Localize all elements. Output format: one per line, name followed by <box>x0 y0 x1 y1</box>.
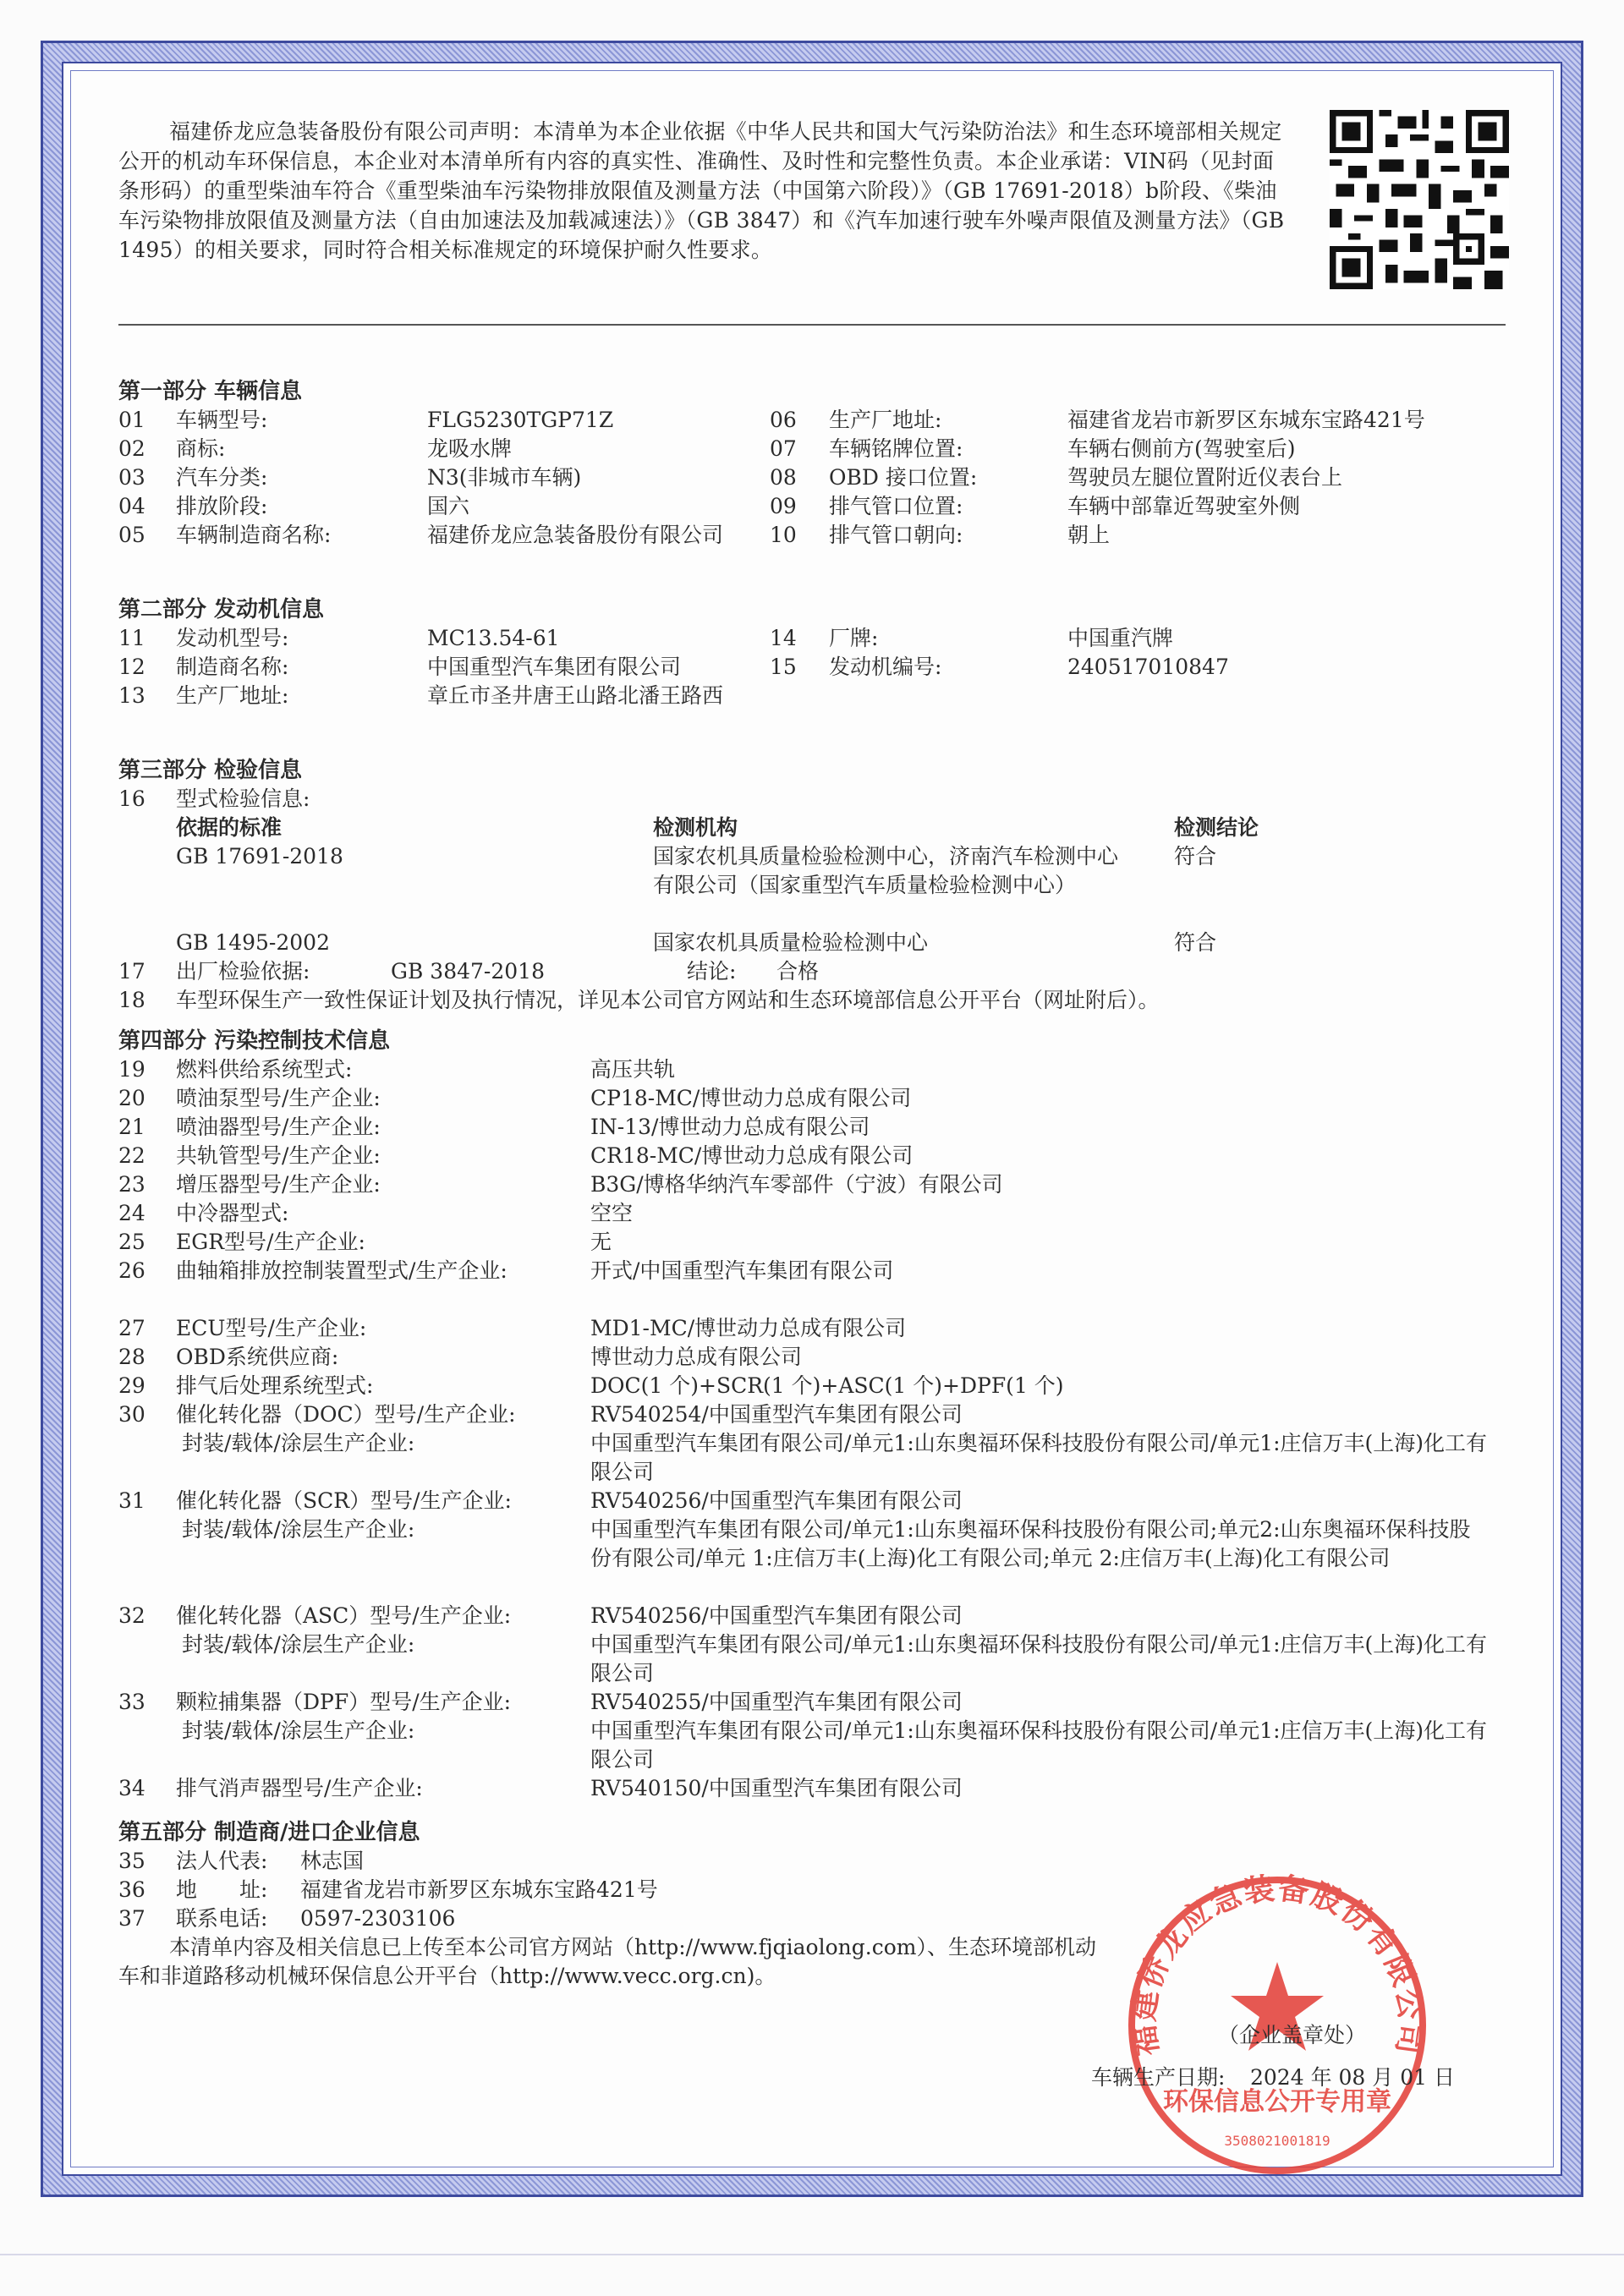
disclosure-note: 本清单内容及相关信息已上传至本公司官方网站（http://www.fjqiaolong.com）、生态环境部机动车和非道路移动机械环保信息公开平台（http://www.vecc.org.cn)。 <box>118 1935 1096 1988</box>
engine-number-value: 240517010847 <box>1067 655 1229 679</box>
seal-note: （企业盖章处） <box>1218 2023 1367 2047</box>
vehicle-model-value: FLG5230TGP71Z <box>427 408 614 432</box>
part1-title: 第一部分 车辆信息 <box>118 379 303 404</box>
production-date-value: 2024 年 08 月 01 日 <box>1250 2065 1455 2090</box>
table-row: GB 17691-2018 <box>176 844 343 869</box>
table-row: GB 1495-2002 <box>176 930 330 955</box>
divider <box>118 324 1506 326</box>
seal-sub-text: 环保信息公开专用章 <box>1163 2087 1391 2117</box>
qr-code-icon <box>1330 110 1509 289</box>
part5-title: 第五部分 制造商/进口企业信息 <box>118 1820 420 1845</box>
part4-title: 第四部分 污染控制技术信息 <box>118 1028 391 1054</box>
part2-title: 第二部分 发动机信息 <box>118 597 325 622</box>
part3-title: 第三部分 检验信息 <box>118 758 303 783</box>
production-date-label: 车辆生产日期: <box>1091 2065 1226 2090</box>
document-content: 福建侨龙应急装备股份有限公司声明：本清单为本企业依据《中华人民共和国大气污染防治法》和生态环境部相关规定公开的机动车环保信息，本企业对本清单所有内容的真实性、准确性、及时性和完整性负责。本企业承诺：VIN码（见封面条形码）的重型柴油车符合《重型柴油车污染物排放限值及测量方法（中国第六阶段）》（GB 17691-2018）b阶段、《柴油车污染物排放限值及测量方法（自由加速法及加载减速法）》（GB 3847）和《汽车加速行驶车外噪声限值及测量方法》（GB 1495）的相关要求，同时符合相关标准规定的环境保护耐久性要求。 第一部分 车辆信息 01 车辆型号: FLG5230TGP71Z 02 商标: 龙吸水牌 03 汽车分类: N3(非城市车辆) 04 排放阶段: 国六 05 车辆制造商名称: 福建侨龙应急装备股份有限公司 06 生产厂地址: 福建省龙岩市新罗区东城东宝路421号 07 车辆铭牌位置: 车辆右侧前方(驾驶室后) 08 OBD 接口位置: 驾驶员左腿位置附近仪表台上 09 排气管口位置: 车辆中部靠近驾驶室外侧 10 排气管口朝向: 朝上 第二部分 发动机信息 11 发动机型号: MC13.54-61 12 制造商名称: 中国重型汽车集团有限公司 13 生产厂地址: 章丘市圣井唐王山路北潘王路西 14 厂牌: 中国重汽牌 15 发动机编号: 240517010847 第三部分 检验信息 16 型式检验信息: 依据的标准 检测机构 检测结论 GB 17691-2018 国家农机具质量检验检测中心，济南汽车检测中心有限公司（国家重型汽车质量检验检测中心） 符合 GB 1495-2002 国家农机具质量检验检测中心 符合 17 出厂检验依据: GB 3847-2018 结论: 合格 18 车型环保生产一致性保证计划及执行情况，详见本公司官方网站和生态环境部信息公开平台（网址附后）。 第四部分 污染控制技术信息 19 燃料供给系统型式: 高压共轨 20 喷油泵型号/生产企业: CP18-MC/博世动力总成有限公司 21 喷油器型号/生产企业: IN-13/博世动力总成有限公司 22 共轨管型号/生产企业: CR18-MC/博世动力总成有限公司 23 增压器型号/生产企业: B3G/博格华纳汽车零部件（宁波）有限公司 24 中冷器型式: 空空 25 EGR型号/生产企业: 无 26 曲轴箱排放控制装置型式/生产企业: 开式/中国重型汽车集团有限公司 27 ECU型号/生产企业: MD1-MC/博世动力总成有限公司 28 OBD系统供应商: 博世动力总成有限公司 29 排气后处理系统型式: DOC(1 个)+SCR(1 个)+ASC(1 个)+DPF(1 个) 30 催化转化器（DOC）型号/生产企业: RV540254/中国重型汽车集团有限公司 封装/载体/涂层生产企业: 中国重型汽车集团有限公司/单元1:山东奥福环保科技股份有限公司/单元1:庄信万丰(上海)化工有限公司 31 催化转化器（SCR）型号/生产企业: RV540256/中国重型汽车集团有限公司 封装/载体/涂层生产企业: 中国重型汽车集团有限公司/单元1:山东奥福环保科技股份有限公司;单元2:山东奥福环保科技股份有限公司/单元 1:庄信万丰(上海)化工有限公司;单元 2:庄信万丰(上海)化工有限公司 32 催化转化器（ASC）型号/生产企业: RV540256/中国重型汽车集团有限公司 封装/载体/涂层生产企业: 中国重型汽车集团有限公司/单元1:山东奥福环保科技股份有限公司/单元1:庄信万丰(上海)化工有限公司 33 颗粒捕集器（DPF）型号/生产企业: RV540255/中国重型汽车集团有限公司 封装/载体/涂层生产企业: 中国重型汽车集团有限公司/单元1:山东奥福环保科技股份有限公司/单元1:庄信万丰(上海)化工有限公司 34 排气消声器型号/生产企业: RV540150/中国重型汽车集团有限公司 第五部分 制造商/进口企业信息 35 法人代表: 林志国 36 地 址: 福建省龙岩市新罗区东城东宝路421号 37 联系电话: 0597-2303106 本清单内容及相关信息已上传至本公司官方网站（http://www.fjqiaolong.com）、生态环境部机动车和非道路移动机械环保信息公开平台（http://www.vecc.org.cn)。 福建侨龙应急装备股份有限公司 环保信息公开专用章 3508021001819 （企业盖章处） 车辆生产日期: 2024 年 08 月 01 日 <box>0 0 1624 2296</box>
seal-company-text: 福建侨龙应急装备股份有限公司 <box>1127 1871 1428 2058</box>
seal-number: 3508021001819 <box>1224 2133 1330 2149</box>
col-standard-header: 依据的标准 <box>176 815 283 840</box>
declaration-text: 福建侨龙应急装备股份有限公司声明：本清单为本企业依据《中华人民共和国大气污染防治法》和生态环境部相关规定公开的机动车环保信息，本企业对本清单所有内容的真实性、准确性、及时性和完整性负责。本企业承诺：VIN码（见封面条形码）的重型柴油车符合《重型柴油车污染物排放限值及测量方法（中国第六阶段）》（GB 17691-2018）b阶段、《柴油车污染物排放限值及测量方法（自由加速法及加载减速法）》（GB 3847）和《汽车加速行驶车外噪声限值及测量方法》（GB 1495）的相关要求，同时符合相关标准规定的环境保护耐久性要求。 <box>118 119 1285 262</box>
scan-edge <box>0 2254 1624 2255</box>
col-result-header: 检测结论 <box>1174 815 1259 840</box>
col-org-header: 检测机构 <box>653 815 738 840</box>
